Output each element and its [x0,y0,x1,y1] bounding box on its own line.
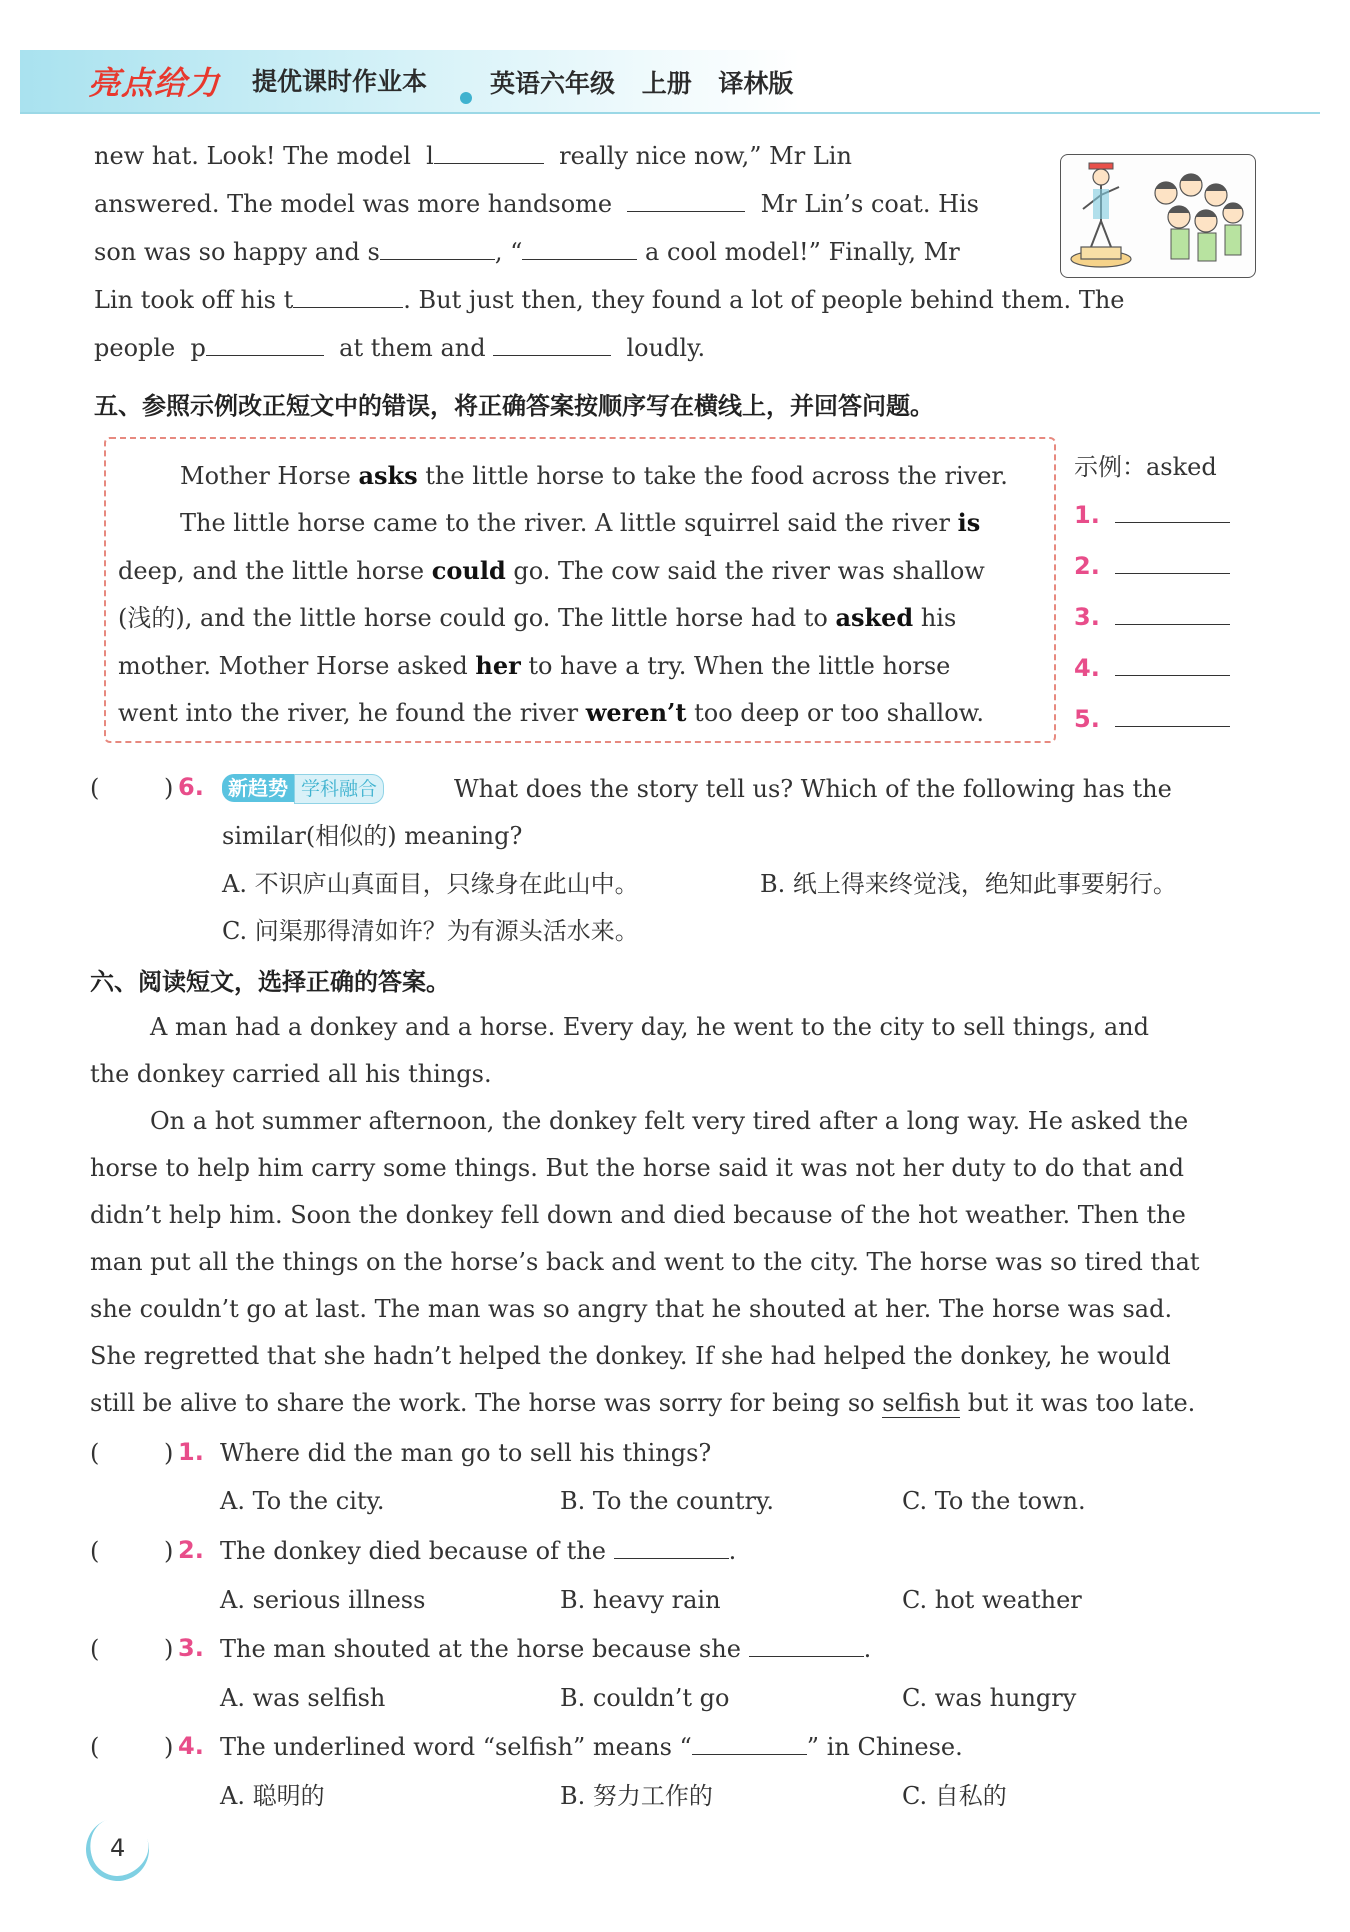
question-number: 3. [178,1634,204,1662]
question-text: The donkey died because of the . [220,1537,737,1565]
answer-blank[interactable] [206,333,324,356]
header-dot [460,92,472,104]
option-a[interactable]: A. serious illness [220,1586,426,1614]
answer-blank[interactable] [293,285,403,308]
correction-line-4: (浅的), and the little horse could go. The little horse had to asked his [118,603,957,632]
option-c[interactable]: C. 自私的 [902,1782,1007,1810]
reading-line: On a hot summer afternoon, the donkey felt very tired after a long way. He asked the [150,1107,1189,1135]
option-b[interactable]: B. 努力工作的 [560,1782,713,1810]
answer-row-4: 4. [1074,653,1230,683]
answer-blank[interactable] [1115,602,1230,625]
question-6-text-1: What does the story tell us? Which of the following has the [454,775,1172,803]
answer-row-3: 3. [1074,602,1230,632]
question-number: 2. [178,1536,204,1564]
correction-line-1: Mother Horse asks the little horse to take the food across the river. [180,461,1008,490]
option-a[interactable]: A. was selfish [220,1684,386,1712]
answer-paren-open: ( [90,1439,100,1467]
answer-blank[interactable] [1115,551,1230,574]
page-header [20,40,1320,120]
option-a[interactable]: A. 不识庐山真面目，只缘身在此山中。 [222,870,639,898]
option-a[interactable]: A. 聪明的 [220,1782,325,1810]
correction-line-3: deep, and the little horse could go. The cow said the river was shallow [118,556,985,585]
illustration-image [1061,155,1255,277]
answer-blank[interactable] [749,1634,864,1657]
reading-line: A man had a donkey and a horse. Every day, he went to the city to sell things, and [150,1013,1149,1041]
answer-blank[interactable] [692,1732,807,1755]
option-b[interactable]: B. 纸上得来终觉浅，绝知此事要躬行。 [760,870,1177,898]
book-subtitle: 提优课时作业本 [252,67,428,96]
answer-paren-close: ) [164,1537,174,1565]
question-text: The man shouted at the horse because she . [220,1635,872,1663]
option-c[interactable]: C. was hungry [902,1684,1077,1712]
passage-line-3: son was so happy and s , “ a cool model!” Finally, Mr [94,238,960,266]
answer-paren-open: ( [90,1635,100,1663]
question-number: 1. [178,1438,204,1466]
option-b[interactable]: B. heavy rain [560,1586,721,1614]
passage-line-2: answered. The model was more handsome Mr Lin’s coat. His [94,190,979,218]
question-text: Where did the man go to sell his things? [220,1439,712,1467]
answer-paren-open: ( [90,774,100,802]
answer-blank[interactable] [627,189,745,212]
story-illustration [1060,154,1256,278]
passage-line-5: people p at them and loudly. [94,334,706,362]
passage-line-1: new hat. Look! The model l really nice now,” Mr Lin [94,142,852,170]
option-b[interactable]: B. couldn’t go [560,1684,730,1712]
reading-line: man put all the things on the horse’s back and went to the city. The horse was so tired that [90,1248,1200,1276]
header-rule [20,112,1320,114]
reading-line: the donkey carried all his things. [90,1060,492,1088]
answer-paren-close: ) [164,1635,174,1663]
passage-line-4: Lin took off his t . But just then, they found a lot of people behind them. The [94,286,1125,314]
question-6-text-2: similar(相似的) meaning? [222,822,523,850]
question-6-number: 6. [178,773,204,801]
answer-blank[interactable] [434,141,544,164]
reading-line: horse to help him carry some things. But the horse said it was not her duty to do that and [90,1154,1184,1182]
answer-paren-close: ) [164,774,174,802]
answer-row-1: 1. [1074,500,1230,530]
question-text: The underlined word “selfish” means “ ” in Chinese. [220,1733,963,1761]
reading-line-last: still be alive to share the work. The horse was sorry for being so selfish but it was too late. [90,1389,1196,1417]
brand-logo: 亮点给力 [88,64,221,102]
answer-paren-close: ) [164,1439,174,1467]
answer-paren-close: ) [164,1733,174,1761]
reading-line: didn’t help him. Soon the donkey fell down and died because of the hot weather. Then the [90,1201,1186,1229]
option-c[interactable]: C. 问渠那得清如许？为有源头活水来。 [222,917,639,945]
option-a[interactable]: A. To the city. [220,1487,385,1515]
answer-row-5: 5. [1074,704,1230,734]
correction-line-5: mother. Mother Horse asked her to have a try. When the little horse [118,651,951,680]
underlined-word: selfish [882,1389,961,1417]
answer-paren-open: ( [90,1537,100,1565]
grade-label: 英语六年级 上册 译林版 [490,69,794,98]
reading-line: she couldn’t go at last. The man was so angry that he shouted at her. The horse was sad. [90,1295,1173,1323]
answer-blank[interactable] [1115,653,1230,676]
example-answer: 示例：asked [1074,453,1217,481]
section-6-title: 六、阅读短文，选择正确的答案。 [90,968,450,996]
option-c[interactable]: C. hot weather [902,1586,1082,1614]
reading-line: She regretted that she hadn’t helped the donkey. If she had helped the donkey, he would [90,1342,1171,1370]
answer-row-2: 2. [1074,551,1230,581]
answer-blank[interactable] [1115,704,1230,727]
answer-blank[interactable] [1115,500,1230,523]
correction-line-6: went into the river, he found the river weren’t too deep or too shallow. [118,698,984,727]
answer-blank[interactable] [380,237,495,260]
question-number: 4. [178,1732,204,1760]
answer-blank[interactable] [493,333,611,356]
answer-blank[interactable] [522,237,637,260]
option-c[interactable]: C. To the town. [902,1487,1086,1515]
trend-tag: 新趋势 学科融合 [222,774,384,804]
answer-blank[interactable] [614,1536,729,1559]
answer-paren-open: ( [90,1733,100,1761]
correction-line-2: The little horse came to the river. A little squirrel said the river is [180,508,981,537]
section-5-title: 五、参照示例改正短文中的错误，将正确答案按顺序写在横线上，并回答问题。 [94,392,934,420]
page-number: 4 [110,1834,126,1862]
option-b[interactable]: B. To the country. [560,1487,774,1515]
